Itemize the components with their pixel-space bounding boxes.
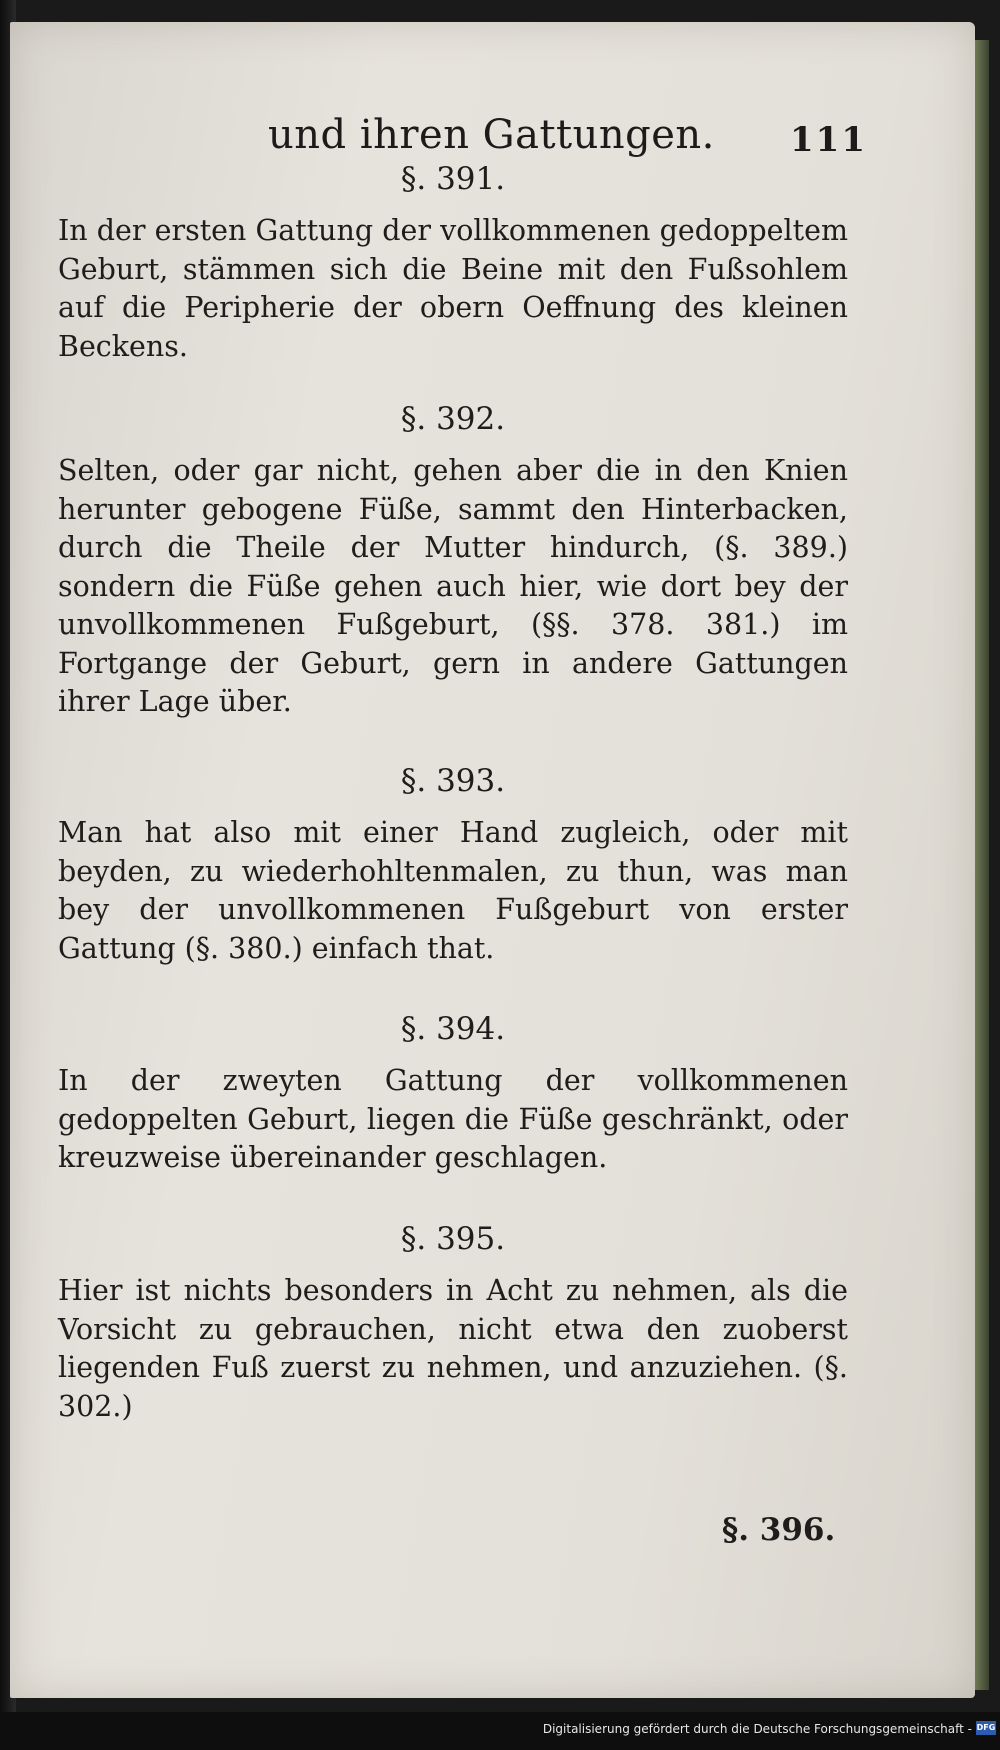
section-heading: §. 395. — [400, 1221, 506, 1257]
section-text: Hier ist nichts besonders in Acht zu nehmen, als die Vorsicht zu gebrauchen, nicht etwa den zuoberst liegenden Fuß zuerst zu nehmen, und anzuziehen. (§. 302.) — [58, 1274, 848, 1423]
footer-credit: Digitalisierung gefördert durch die Deutsche Forschungsgemeinschaft - — [542, 1722, 972, 1736]
section-393 — [58, 762, 848, 968]
section-heading: §. 394. — [400, 1011, 506, 1047]
page-number: 111 — [790, 120, 867, 160]
dfg-logo-icon: DFG — [976, 1721, 996, 1735]
section-text: Selten, oder gar nicht, gehen aber die in den Knien herunter gebogene Füße, sammt den Hinterbacken, durch die Theile der Mutter hindurch, (§. 389.) sondern die Füße gehen auch hier, wie dort bey der unvollkommenen Fußgeburt, (§§. 378. 381.) im Fortgange der Geburt, gern in andere Gattungen ihrer Lage über. — [58, 454, 848, 718]
section-391 — [58, 160, 848, 366]
book-page — [10, 22, 975, 1698]
section-text: In der zweyten Gattung der vollkommenen gedoppelten Geburt, liegen die Füße geschränkt, oder kreuzweise übereinander geschlagen. — [58, 1064, 848, 1174]
running-head — [10, 94, 975, 160]
section-395 — [58, 1220, 848, 1426]
page-edge — [975, 40, 989, 1690]
section-394 — [58, 1010, 848, 1178]
section-heading: §. 391. — [400, 161, 506, 197]
section-heading: §. 392. — [400, 401, 506, 437]
catchword: §. 396. — [722, 1512, 836, 1548]
section-392 — [58, 400, 848, 722]
digitization-footer — [0, 1712, 1000, 1750]
section-text: In der ersten Gattung der vollkommenen gedoppeltem Geburt, stämmen sich die Beine mit den Fußsohlem auf die Peripherie der obern Oeffnung des kleinen Beckens. — [58, 214, 848, 363]
section-text: Man hat also mit einer Hand zugleich, oder mit beyden, zu wiederhohltenmalen, zu thun, was man bey der unvollkommenen Fußgeburt von erster Gattung (§. 380.) einfach that. — [58, 816, 848, 965]
running-head-title: und ihren Gattungen. — [268, 112, 715, 158]
section-heading: §. 393. — [400, 763, 506, 799]
